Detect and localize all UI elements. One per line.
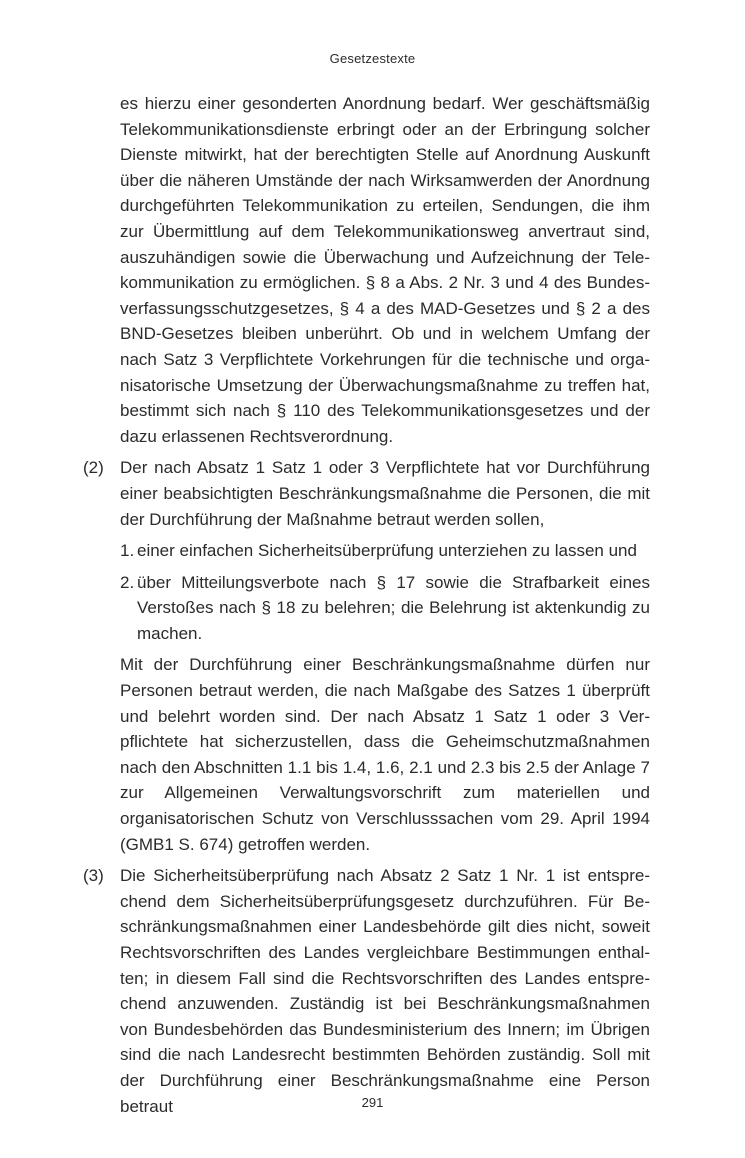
body-text (83, 91, 650, 1119)
paragraph-2 (83, 455, 650, 857)
list-item-text: einer einfachen Sicherheitsüberprüfung unterziehen zu lassen und (137, 541, 637, 561)
list-item (120, 570, 650, 647)
page-number: 291 (361, 1095, 384, 1110)
running-head: Gesetzestexte (329, 51, 416, 66)
list-item-number: 1. (120, 541, 135, 561)
numbered-list (120, 538, 650, 646)
paragraph-3 (83, 863, 650, 1119)
list-item (120, 538, 650, 564)
list-item-number: 2. (120, 572, 135, 592)
paragraph-2-conclusion: Mit der Durchführung einer Beschränkungsmaßnahme dürfen nur Personen betraut werden, die nach Maßgabe des Satzes 1 überprüft und belehrt worden sind. Der nach Absatz 1 Satz 1 oder 3 Verpflichtete hat sicherzustellen, dass die Geheimschutzmaßnahmen nach den Abschnitten 1.1 bis 1.4, 1.6, 2.1 und 2.3 bis 2.5 der Anlage 7 zur Allgemeinen Verwaltungsvorschrift zum materiellen und organisatorischen Schutz von Verschlusssachen vom 29. April 1994 (GMB1 S. 674) getroffen werden. (120, 655, 650, 854)
paragraph-number: (2) (83, 458, 104, 478)
list-item-text: über Mitteilungsverbote nach § 17 sowie die Strafbarkeit eines Verstoßes nach § 18 zu belehren; die Belehrung ist aktenkundig zu machen. (137, 572, 650, 643)
paragraph-number: (3) (83, 866, 104, 886)
continuation-paragraph: es hierzu einer gesonderten Anordnung bedarf. Wer geschäftsmäßig Telekommunikationsdienste erbringt oder an der Erbringung solcher Dienste mitwirkt, hat der berechtigten Stelle auf Anordnung Auskunft über die näheren Umstände der nach Wirksamwerden der Anordnung durchgeführten Telekommunikation zu erteilen, Sendungen, die ihm zur Übermittlung auf dem Telekommunikationsweg anvertraut sind, auszuhändigen sowie die Überwachung und Aufzeichnung der Telekommunikation zu ermöglichen. § 8 a Abs. 2 Nr. 3 und 4 des Bundesverfassungsschutzgesetzes, § 4 a des MAD-Gesetzes und § 2 a des BND-Gesetzes bleiben unberührt. Ob und in welchem Umfang der nach Satz 3 Verpflichtete Vorkehrungen für die technische und organisatorische Umsetzung der Überwachungsmaßnahme zu treffen hat, bestimmt sich nach § 110 des Telekommunikationsgesetzes und der dazu erlassenen Rechtsverordnung. (120, 94, 650, 446)
paragraph-3-text: Die Sicherheitsüberprüfung nach Absatz 2 Satz 1 Nr. 1 ist entsprechend dem Sicherheitsüberprüfungsgesetz durchzuführen. Für Beschränkungsmaßnahmen einer Landesbehörde gilt dies nicht, soweit Rechtsvorschriften des Landes vergleichbare Bestimmungen enthalten; in diesem Fall sind die Rechtsvorschriften des Landes entsprechend anzuwenden. Zuständig ist bei Beschränkungsmaßnahmen von Bundesbehörden das Bundesministerium des Innern; im Übrigen sind die nach Landesrecht bestimmten Behörden zuständig. Soll mit der Durchführung einer Beschränkungsmaßnahme eine Person betraut (120, 866, 650, 1116)
paragraph-2-intro: Der nach Absatz 1 Satz 1 oder 3 Verpflichtete hat vor Durchführung einer beabsichtigten Beschränkungsmaßnahme die Personen, die mit der Durchführung der Maßnahme betraut werden sollen, (120, 458, 650, 529)
